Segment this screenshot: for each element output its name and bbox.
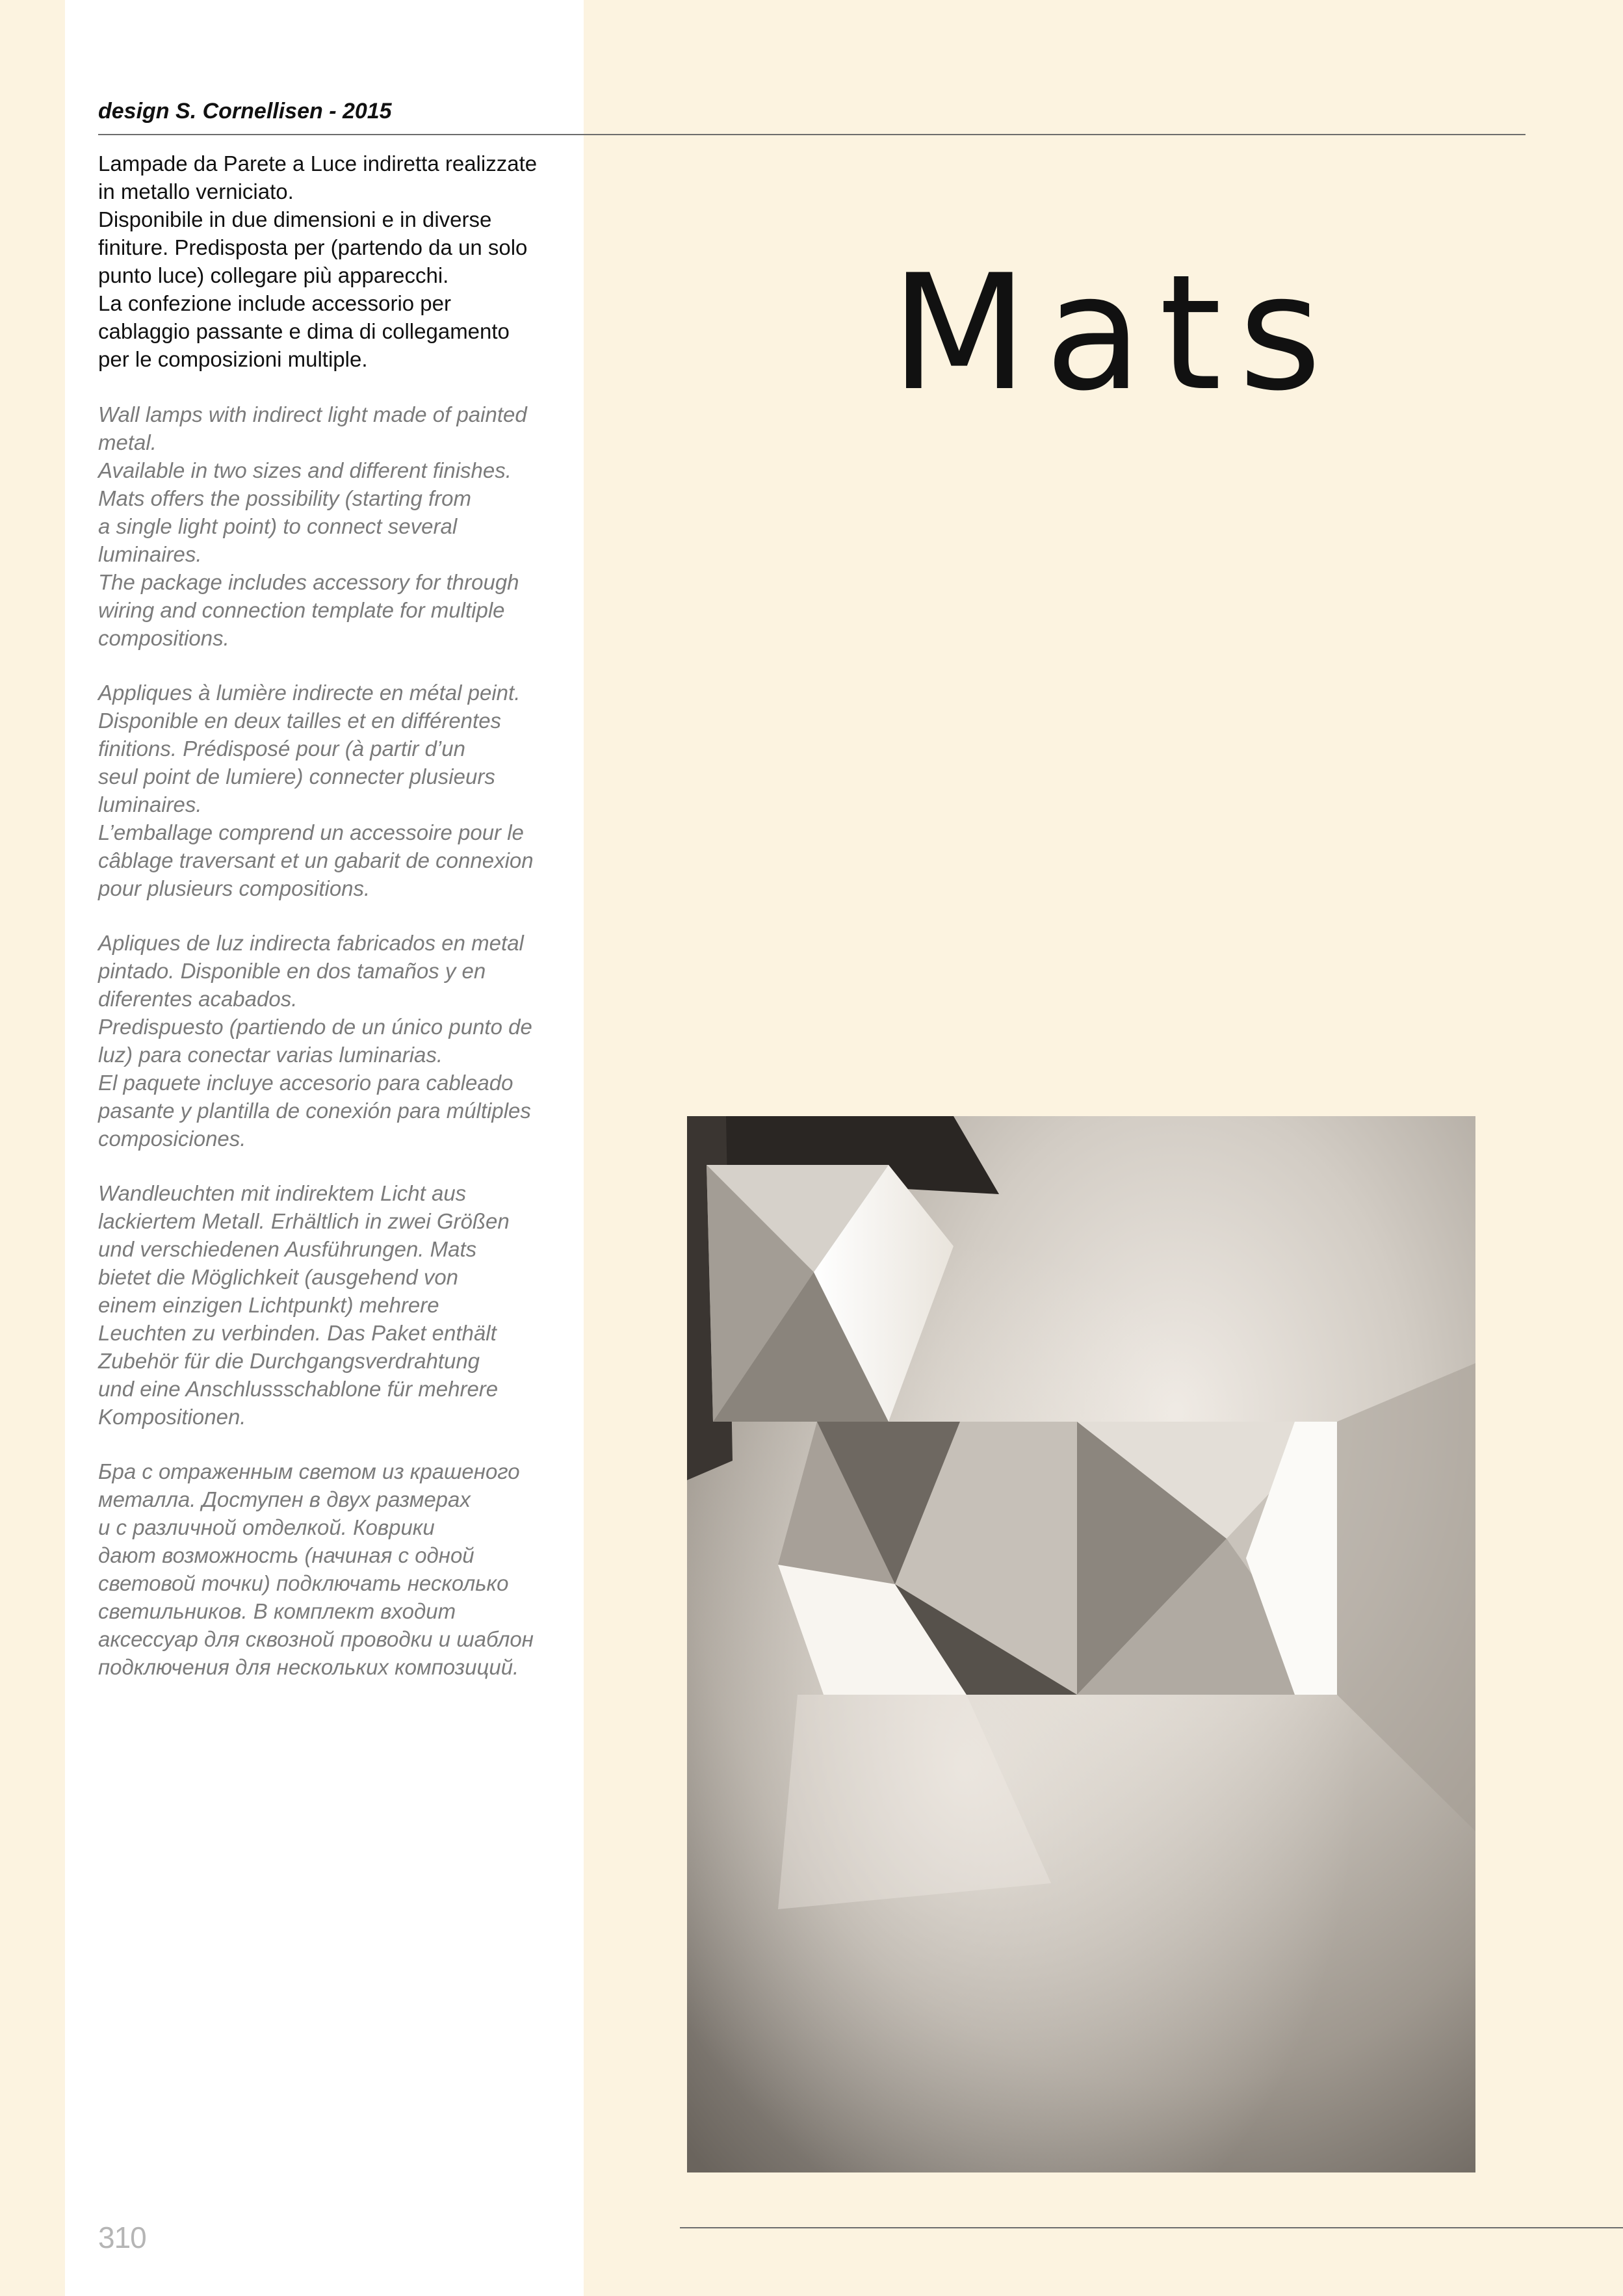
description-line: und eine Anschlussschablone für mehrere bbox=[98, 1377, 499, 1401]
description-line: Mats offers the possibility (starting from bbox=[98, 486, 472, 510]
description-line: compositions. bbox=[98, 626, 229, 650]
design-credit: design S. Cornellisen - 2015 bbox=[98, 99, 392, 124]
page-number: 310 bbox=[98, 2221, 146, 2254]
description-line: металла. Доступен в двух размерах bbox=[98, 1487, 471, 1511]
description-line: finitions. Prédisposé pour (à partir d’un bbox=[98, 737, 465, 761]
description-line: per le composizioni multiple. bbox=[98, 347, 368, 371]
description-line: einem einzigen Lichtpunkt) mehrere bbox=[98, 1293, 439, 1317]
description-russian bbox=[98, 1457, 561, 1681]
footer-divider bbox=[680, 2227, 1623, 2228]
description-line: Apliques de luz indirecta fabricados en metal bbox=[98, 931, 524, 955]
description-line: La confezione include accessorio per bbox=[98, 291, 452, 315]
description-line: punto luce) collegare più apparecchi. bbox=[98, 263, 449, 287]
description-line: Wandleuchten mit indirektem Licht aus bbox=[98, 1181, 467, 1205]
description-line: Disponible en deux tailles et en différentes bbox=[98, 709, 502, 733]
description-line: pintado. Disponible en dos tamaños y en bbox=[98, 959, 486, 983]
description-line: a single light point) to connect several bbox=[98, 514, 458, 538]
wall-lamp-illustration bbox=[687, 1116, 1475, 2172]
description-line: и с различной отделкой. Коврики bbox=[98, 1515, 435, 1539]
description-line: El paquete incluye accesorio para cableado bbox=[98, 1071, 513, 1095]
description-line: The package includes accessory for through bbox=[98, 570, 519, 594]
description-english bbox=[98, 400, 561, 652]
description-line: Appliques à lumière indirecte en métal peint. bbox=[98, 681, 521, 705]
description-line: аксессуар для сквозной проводки и шаблон bbox=[98, 1627, 534, 1651]
description-line: luz) para conectar varias luminarias. bbox=[98, 1043, 443, 1067]
description-italian bbox=[98, 150, 561, 373]
product-title-text: Mats bbox=[890, 241, 1339, 426]
description-line: lackiertem Metall. Erhältlich in zwei Größen bbox=[98, 1209, 510, 1233]
description-line: Kompositionen. bbox=[98, 1405, 246, 1429]
left-margin-strip bbox=[0, 0, 65, 2296]
description-line: Predispuesto (partiendo de un único punto de bbox=[98, 1015, 532, 1039]
description-line: Leuchten zu verbinden. Das Paket enthält bbox=[98, 1321, 497, 1345]
description-line: composiciones. bbox=[98, 1127, 246, 1151]
description-line: luminaires. bbox=[98, 542, 202, 566]
description-line: светильников. В комплект входит bbox=[98, 1599, 456, 1623]
description-line: metal. bbox=[98, 430, 157, 454]
description-german bbox=[98, 1179, 561, 1431]
description-line: câblage traversant et un gabarit de connexion bbox=[98, 848, 534, 872]
description-line: Zubehör für die Durchgangsverdrahtung bbox=[98, 1349, 480, 1373]
description-line: световой точки) подключать несколько bbox=[98, 1571, 509, 1595]
description-line: seul point de lumiere) connecter plusieurs bbox=[98, 764, 495, 789]
description-line: diferentes acabados. bbox=[98, 987, 298, 1011]
description-line: cablaggio passante e dima di collegamento bbox=[98, 319, 510, 343]
description-line: finiture. Predisposta per (partendo da un solo bbox=[98, 235, 528, 259]
description-line: дают возможность (начиная с одной bbox=[98, 1543, 474, 1567]
description-line: pour plusieurs compositions. bbox=[98, 876, 370, 900]
description-french bbox=[98, 679, 561, 902]
description-line: L’emballage comprend un accessoire pour le bbox=[98, 820, 524, 844]
description-line: pasante y plantilla de conexión para múltiples bbox=[98, 1099, 531, 1123]
description-line: bietet die Möglichkeit (ausgehend von bbox=[98, 1265, 459, 1289]
description-line: in metallo verniciato. bbox=[98, 179, 294, 203]
description-line: Бра с отраженным светом из крашеного bbox=[98, 1459, 520, 1483]
description-spanish bbox=[98, 929, 561, 1153]
product-title bbox=[890, 241, 1339, 426]
description-line: und verschiedenen Ausführungen. Mats bbox=[98, 1237, 477, 1261]
product-photo bbox=[687, 1116, 1475, 2172]
description-line: Lampade da Parete a Luce indiretta realizzate bbox=[98, 151, 538, 176]
description-line: wiring and connection template for multiple bbox=[98, 598, 505, 622]
description-line: Wall lamps with indirect light made of painted bbox=[98, 402, 527, 426]
description-line: luminaires. bbox=[98, 792, 202, 816]
header-divider bbox=[98, 134, 1526, 135]
description-line: Disponibile in due dimensioni e in diverse bbox=[98, 207, 492, 231]
description-line: Available in two sizes and different finishes. bbox=[98, 458, 512, 482]
description-line: подключения для нескольких композиций. bbox=[98, 1655, 519, 1679]
